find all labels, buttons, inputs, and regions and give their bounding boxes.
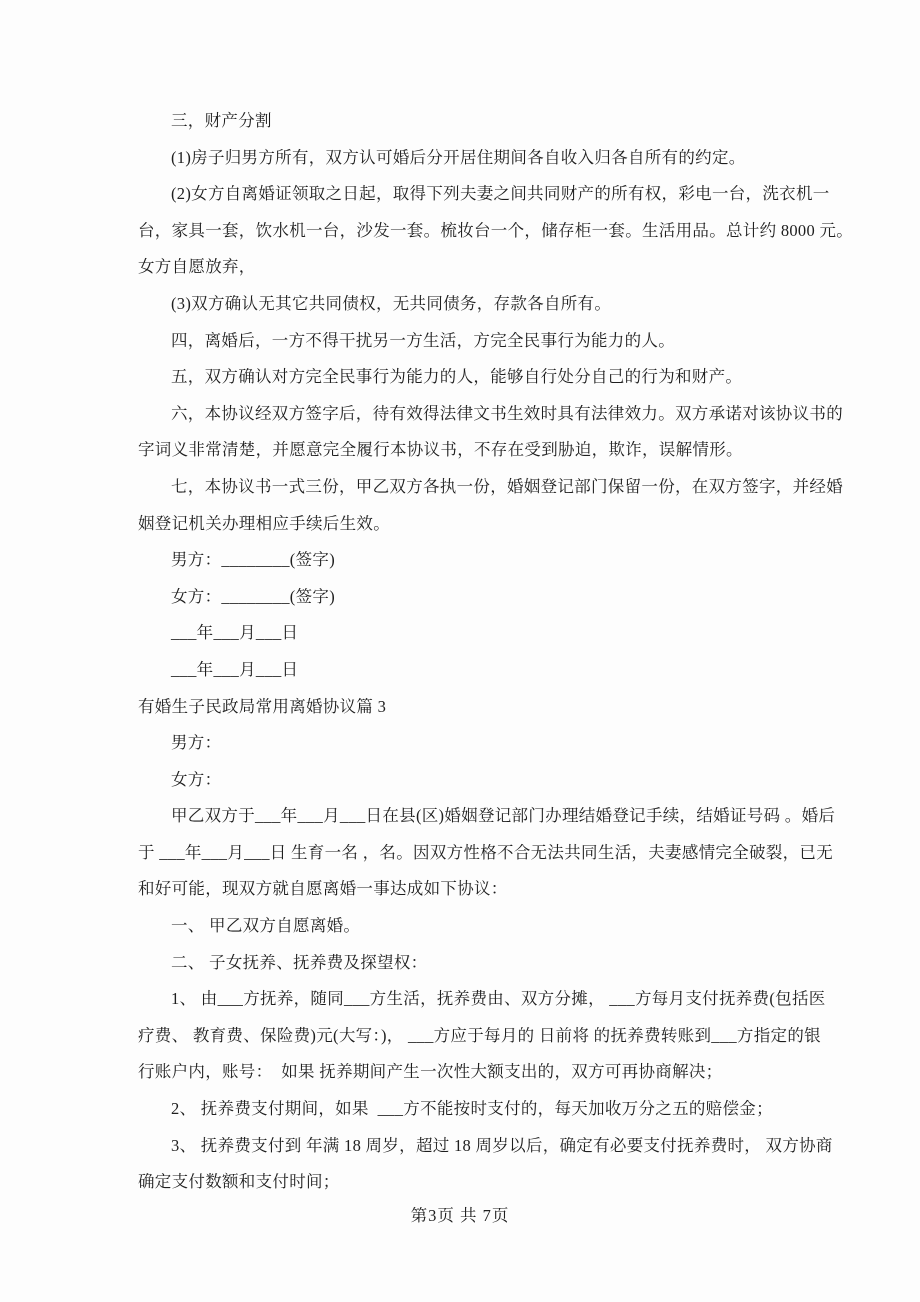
page-footer — [0, 1198, 920, 1234]
signature-line-husband: 男方：________(签字) — [171, 550, 335, 570]
preamble-child-birth: 于 ___年___月___日 生育一名 ，名。因双方性格不合无法共同生活，夫妻感情完全破裂，已无 — [138, 842, 834, 862]
article-two-custody-heading: 二、 子女抚养、抚养费及探望权： — [171, 952, 428, 972]
clause-seven: 七，本协议书一式三份，甲乙双方各执一份，婚姻登记部门保留一份，在双方签字，并经婚 — [171, 476, 843, 496]
clause-six: 六，本协议经双方签字后，待有效得法律文书生效时具有法律效力。双方承诺对该协议书的 — [171, 403, 843, 423]
clause-seven-cont: 姻登记机关办理相应手续后生效。 — [138, 513, 390, 533]
preamble-marriage-registration: 甲乙双方于___年___月___日在县(区)婚姻登记部门办理结婚登记手续，结婚证号码 。婚后 — [171, 806, 836, 826]
document-body — [138, 103, 854, 1201]
custody-item-2: 2、 抚养费支付期间，如果 ___方不能按时支付的，每天加收万分之五的赔偿金； — [171, 1099, 773, 1119]
article-one-voluntary-divorce: 一、 甲乙双方自愿离婚。 — [171, 916, 361, 936]
clause-property-2: (2)女方自离婚证领取之日起，取得下列夫妻之间共同财产的所有权，彩电一台，洗衣机一 — [171, 184, 830, 204]
clause-five: 五，双方确认对方完全民事行为能力的人，能够自行处分自己的行为和财产。 — [171, 367, 743, 387]
custody-item-1-cont: 疗费、 教育费、保险费)元(大写：)， ___方应于每月的 日前将 的抚养费转账到___方指定的银 — [138, 1025, 821, 1045]
clause-six-cont: 字词义非常清楚，并愿意完全履行本协议书，不存在受到胁迫，欺诈，误解情形。 — [138, 440, 743, 460]
custody-item-1-cont-2: 行账户内，账号： 如果 抚养期间产生一次性大额支出的，双方可再协商解决； — [138, 1062, 723, 1082]
custody-item-1: 1、 由___方抚养，随同___方生活，抚养费由、双方分摊， ___方每月支付抚养费(包括医 — [171, 989, 826, 1009]
party-wife-label: 女方： — [171, 769, 222, 789]
clause-property-2-cont: 台，家具一套，饮水机一台，沙发一套。梳妆台一个，储存柜一套。生活用品。总计约 8000 元。 — [138, 220, 854, 240]
page-number-label: 第3页 共 7页 — [410, 1206, 510, 1225]
clause-property-1: (1)房子归男方所有，双方认可婚后分开居住期间各自收入归各自所有的约定。 — [171, 147, 746, 167]
preamble-agreement-intro: 和好可能，现双方就自愿离婚一事达成如下协议： — [138, 879, 508, 899]
clause-four: 四，离婚后，一方不得干扰另一方生活，方完全民事行为能力的人。 — [171, 330, 675, 350]
date-line-2: ___年___月___日 — [171, 659, 299, 679]
custody-item-3: 3、 抚养费支付到 年满 18 周岁，超过 18 周岁以后，确定有必要支付抚养费时， 双方协商 — [171, 1135, 833, 1155]
date-line-1: ___年___月___日 — [171, 623, 299, 643]
clause-property-3: (3)双方确认无其它共同债权，无共同债务，存款各自所有。 — [171, 293, 612, 313]
clause-property-2-cont-2: 女方自愿放弃， — [138, 257, 256, 277]
section-heading-property-division: 三，财产分割 — [171, 111, 272, 130]
party-husband-label: 男方： — [171, 733, 222, 753]
section-title-agreement-3: 有婚生子民政局常用离婚协议篇 3 — [138, 696, 387, 716]
signature-line-wife: 女方：________(签字) — [171, 586, 335, 606]
custody-item-3-cont: 确定支付数额和支付时间； — [138, 1172, 340, 1192]
